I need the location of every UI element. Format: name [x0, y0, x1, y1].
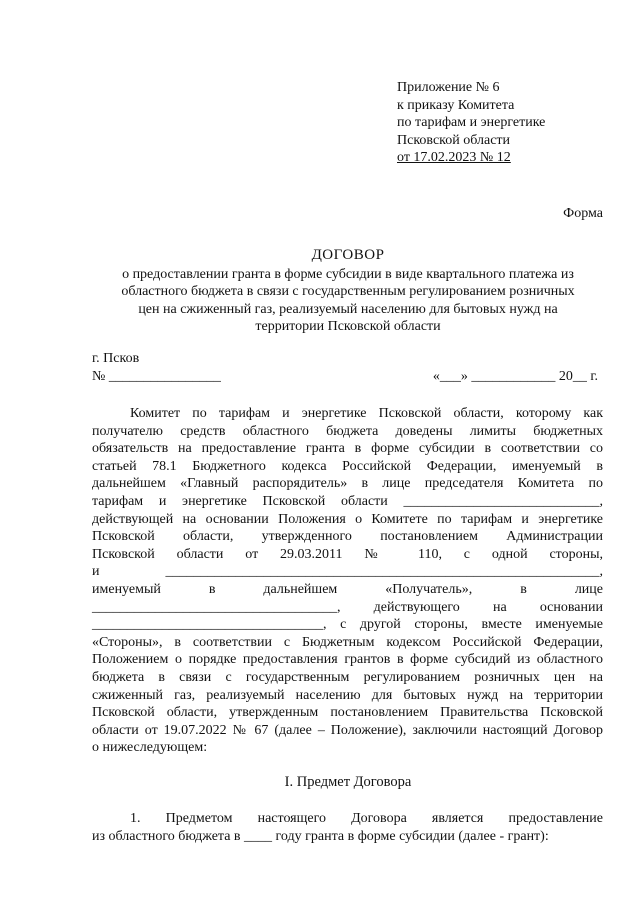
text-line: «Стороны», в соответствии с Бюджетным кодексом Российской Федерации,	[92, 634, 603, 650]
text-line: ___________________________________, действующего на основании	[92, 599, 603, 615]
contract-date-field: «___» ____________ 20__ г.	[432, 369, 598, 384]
text-line: _________________________________, с другой стороны, вместе именуемые	[92, 617, 603, 633]
clause-1	[92, 810, 603, 845]
text-line: области от 19.07.2022 № 67 (далее – Положение), заключили настоящий Договор	[92, 722, 603, 738]
text-line: статьей 78.1 Бюджетного кодекса Российской Федерации, именуемый в	[92, 458, 603, 474]
text-line: из областного бюджета в ____ году гранта в форме субсидии (далее - грант):	[92, 828, 549, 844]
form-label: Форма	[563, 206, 603, 221]
text-line: обязательств на предоставление гранта в форме субсидии в соответствии со	[92, 441, 603, 457]
annex-line: Псковской области	[397, 132, 511, 148]
text-line: именуемый в дальнейшем «Получатель», в лице	[92, 581, 603, 597]
text-line: и ______________________________________________________________,	[92, 564, 603, 580]
title-line: о предоставлении гранта в форме субсидии в виде квартального платежа из	[122, 266, 574, 282]
text-line: 1. Предметом настоящего Договора является предоставление	[130, 811, 603, 826]
title-line: областного бюджета в связи с государственным регулированием розничных	[121, 284, 575, 299]
text-line: дальнейшем «Главный распорядитель» в лице председателя Комитета по	[92, 476, 603, 492]
text-line: Псковской области от 29.03.2011 № 110, с одной стороны,	[92, 546, 603, 562]
title-line: территории Псковской области	[255, 319, 441, 334]
title-line: цен на сжиженный газ, реализуемый населению для бытовых нужд на	[138, 301, 558, 317]
place-of-signing: г. Псков	[92, 351, 140, 366]
text-line: Псковской области, утвержденного постановлением Администрации	[92, 529, 603, 545]
preamble-paragraph	[92, 405, 603, 757]
annex-line: Приложение № 6	[397, 80, 500, 95]
annex-block	[397, 79, 545, 167]
title-heading: ДОГОВОР	[311, 247, 385, 263]
text-line: бюджета в связи с государственным регулированием розничных цен на	[92, 669, 603, 685]
annex-line: по тарифам и энергетике	[397, 115, 546, 130]
section-heading: I. Предмет Договора	[284, 774, 412, 790]
text-line: Комитет по тарифам и энергетике Псковской области, которому как	[130, 406, 603, 421]
annex-line: к приказу Комитета	[397, 97, 515, 113]
annex-order-date: от 17.02.2023 № 12	[397, 150, 511, 165]
text-line: получателю средств областного бюджета доведены лимиты бюджетных	[92, 423, 603, 439]
text-line: о нижеследующем:	[92, 740, 208, 756]
text-line: сжиженный газ, реализуемый населению для бытовых нужд на территории	[92, 687, 603, 703]
text-line: Псковской области, утвержденным постановлением Правительства Псковской	[92, 705, 603, 721]
text-line: тарифам и энергетике Псковской области ____________________________,	[92, 493, 603, 509]
document-title	[92, 247, 604, 336]
text-line: Положением о порядке предоставления грантов в форме субсидий из областного	[92, 652, 603, 668]
contract-number-field: № ________________	[92, 369, 221, 384]
text-line: действующей на основании Положения о Комитете по тарифам и энергетике	[92, 511, 603, 527]
